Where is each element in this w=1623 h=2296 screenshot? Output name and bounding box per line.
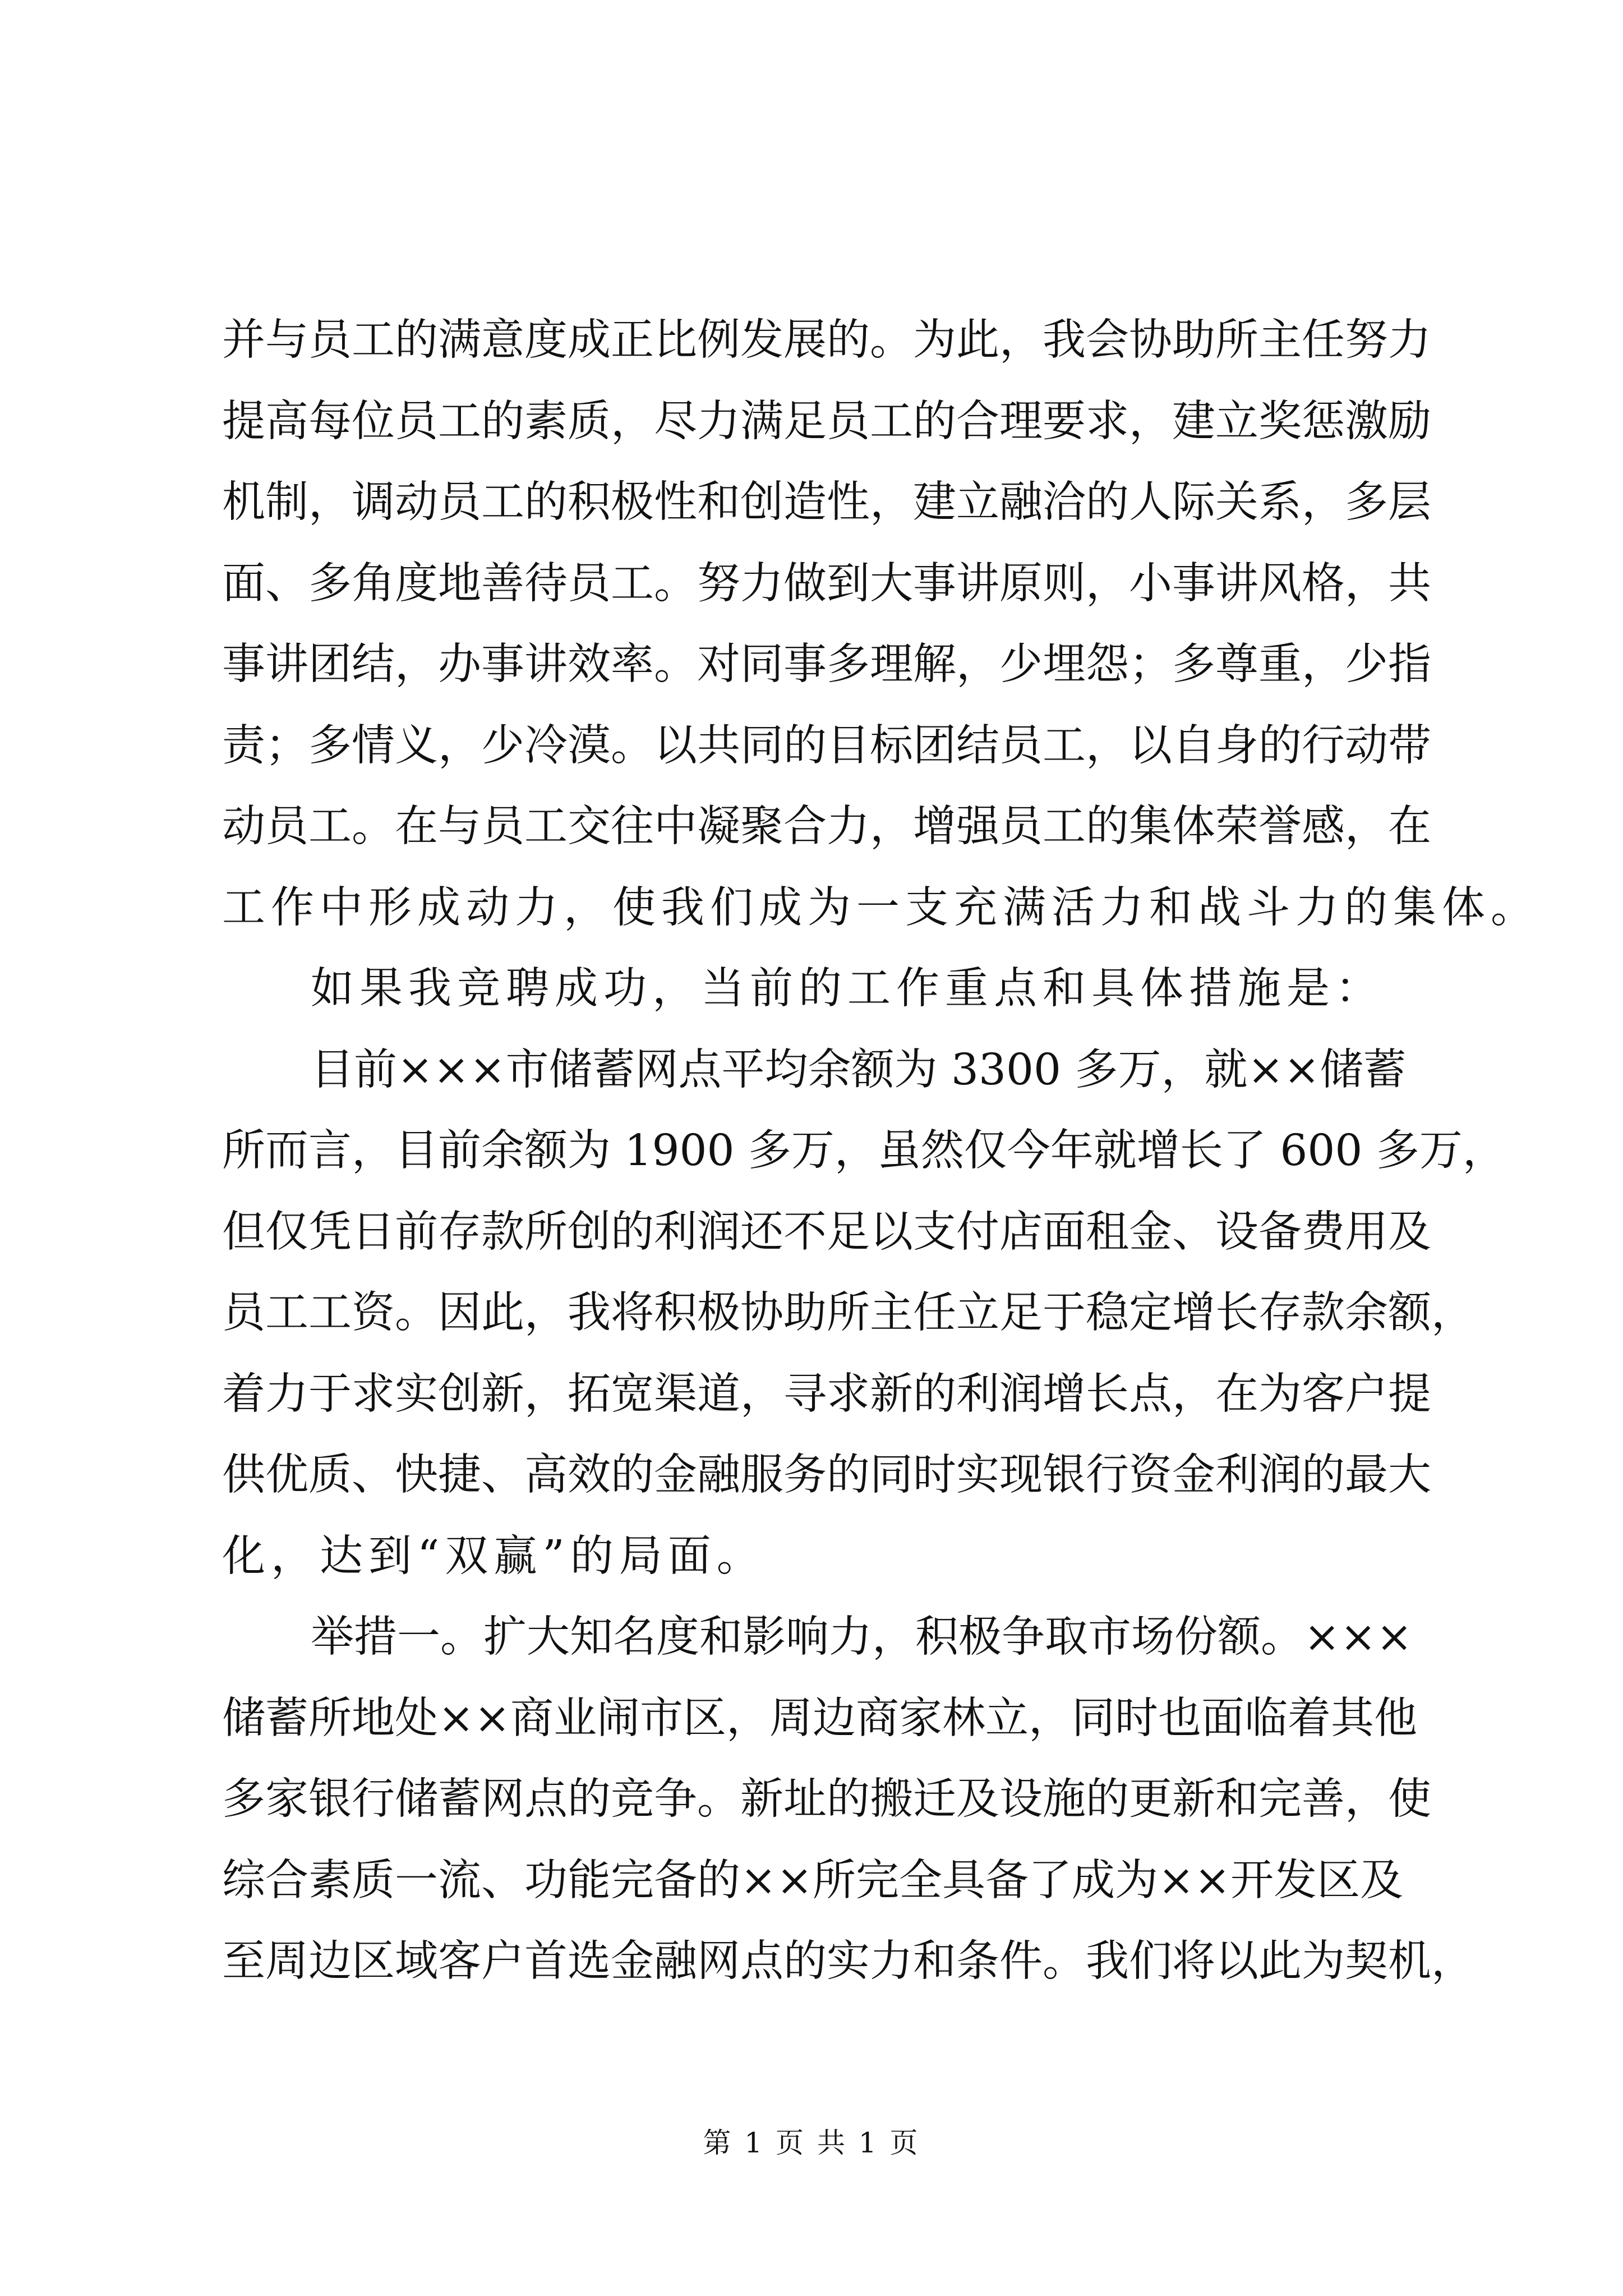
text-line: 但仅凭日前存款所创的利润还不足以支付店面租金、设备费用及	[222, 1207, 1431, 1257]
text-line: 供优质、快捷、高效的金融服务的同时实现银行资金利润的最大	[222, 1450, 1431, 1500]
text-line: 如果我竞聘成功，当前的工作重点和具体措施是：	[311, 964, 1384, 1014]
text-line: 面、多角度地善待员工。努力做到大事讲原则，小事讲风格，共	[222, 558, 1431, 609]
text-line: 工作中形成动力，使我们成为一支充满活力和战斗力的集体。	[222, 882, 1539, 933]
text-line: 目前×××市储蓄网点平均余额为 3300 多万，就××储蓄	[311, 1045, 1407, 1095]
text-line: 综合素质一流、功能完备的××所完全具备了成为××开发区及	[222, 1855, 1404, 1906]
text-line: 着力于求实创新，拓宽渠道，寻求新的利润增长点，在为客户提	[222, 1369, 1431, 1419]
document-body	[222, 300, 1539, 2003]
text-line: 举措一。扩大知名度和影响力，积极争取市场份额。×××	[311, 1612, 1413, 1662]
text-line: 并与员工的满意度成正比例发展的。为此，我会协助所主任努力	[222, 315, 1431, 365]
text-line: 多家银行储蓄网点的竞争。新址的搬迁及设施的更新和完善，使	[222, 1774, 1431, 1824]
page-number-footer: 第 1 页 共 1 页	[703, 2127, 920, 2159]
text-line: 化，达到“双赢”的局面。	[222, 1531, 766, 1581]
text-line: 至周边区域客户首选金融网点的实力和条件。我们将以此为契机，	[222, 1936, 1474, 1986]
text-line: 员工工资。因此，我将积极协助所主任立足于稳定增长存款余额，	[222, 1288, 1474, 1338]
text-line: 储蓄所地处××商业闹市区，周边商家林立，同时也面临着其他	[222, 1693, 1418, 1743]
text-line: 动员工。在与员工交往中凝聚合力，增强员工的集体荣誉感，在	[222, 802, 1431, 852]
text-line: 机制，调动员工的积极性和创造性，建立融洽的人际关系，多层	[222, 477, 1431, 527]
text-line: 事讲团结，办事讲效率。对同事多理解，少埋怨；多尊重，少指	[222, 639, 1431, 689]
text-line: 所而言，目前余额为 1900 多万，虽然仅今年就增长了 600 多万，	[222, 1126, 1506, 1176]
text-line: 提高每位员工的素质，尽力满足员工的合理要求，建立奖惩激励	[222, 396, 1431, 447]
text-line: 责；多情义，少冷漠。以共同的目标团结员工，以自身的行动带	[222, 720, 1431, 771]
